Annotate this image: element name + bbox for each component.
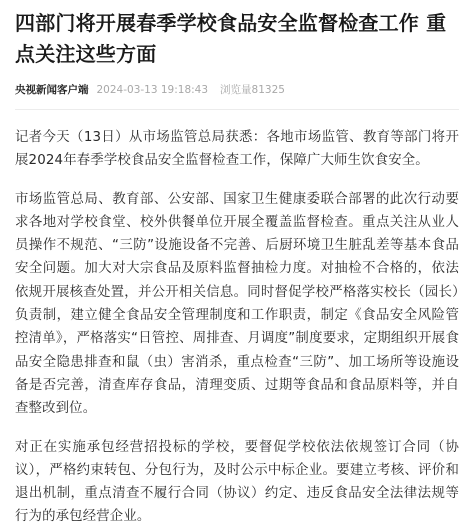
article-title: 四部门将开展春季学校食品安全监督检查工作 重点关注这些方面 xyxy=(15,11,447,66)
article-paragraph: 记者今天（13日）从市场监管总局获悉：各地市场监管、教育等部门将开展2024年春季学校食品安全监督检查工作，保障广大师生饮食安全。 xyxy=(15,130,459,169)
divider xyxy=(15,109,459,110)
publish-time: 2024-03-13 19:18:43 xyxy=(96,84,209,96)
view-count: 浏览量81325 xyxy=(220,84,285,96)
article-paragraph: 对正在实施承包经营招投标的学校，要督促学校依法依规签订合同（协议），严格约束转包、分包行为，及时公示中标企业。要建立考核、评价和退出机制，重点清查不履行合同（协议）约定、违反食品安全法律法规等行为的承包经营企业。 xyxy=(15,439,459,525)
article-meta xyxy=(15,83,459,97)
article-body xyxy=(15,126,459,528)
source-name[interactable]: 央视新闻客户端 xyxy=(15,84,89,96)
article-paragraph: 市场监管总局、教育部、公安部、国家卫生健康委联合部署的此次行动要求各地对学校食堂、校外供餐单位开展全覆盖监督检查。重点关注从业人员操作不规范、“三防”设施设备不完善、后厨环境卫生脏乱差等基本食品安全问题。加大对大宗食品及原料监督抽检力度。对抽检不合格的，依法依规开展核查处置，并公开相关信息。同时督促学校严格落实校长（园长）负责制，建立健全食品安全管理制度和工作职责，制定《食品安全风险管控清单》，严格落实“日管控、周排查、月调度”制度要求，定期组织开展食品安全隐患排查和鼠（虫）害消杀，重点检查“三防”、加工场所等设施设备是否完善，清查库存食品，清理变质、过期等食品和食品原料等，并自查整改到位。 xyxy=(15,191,459,417)
